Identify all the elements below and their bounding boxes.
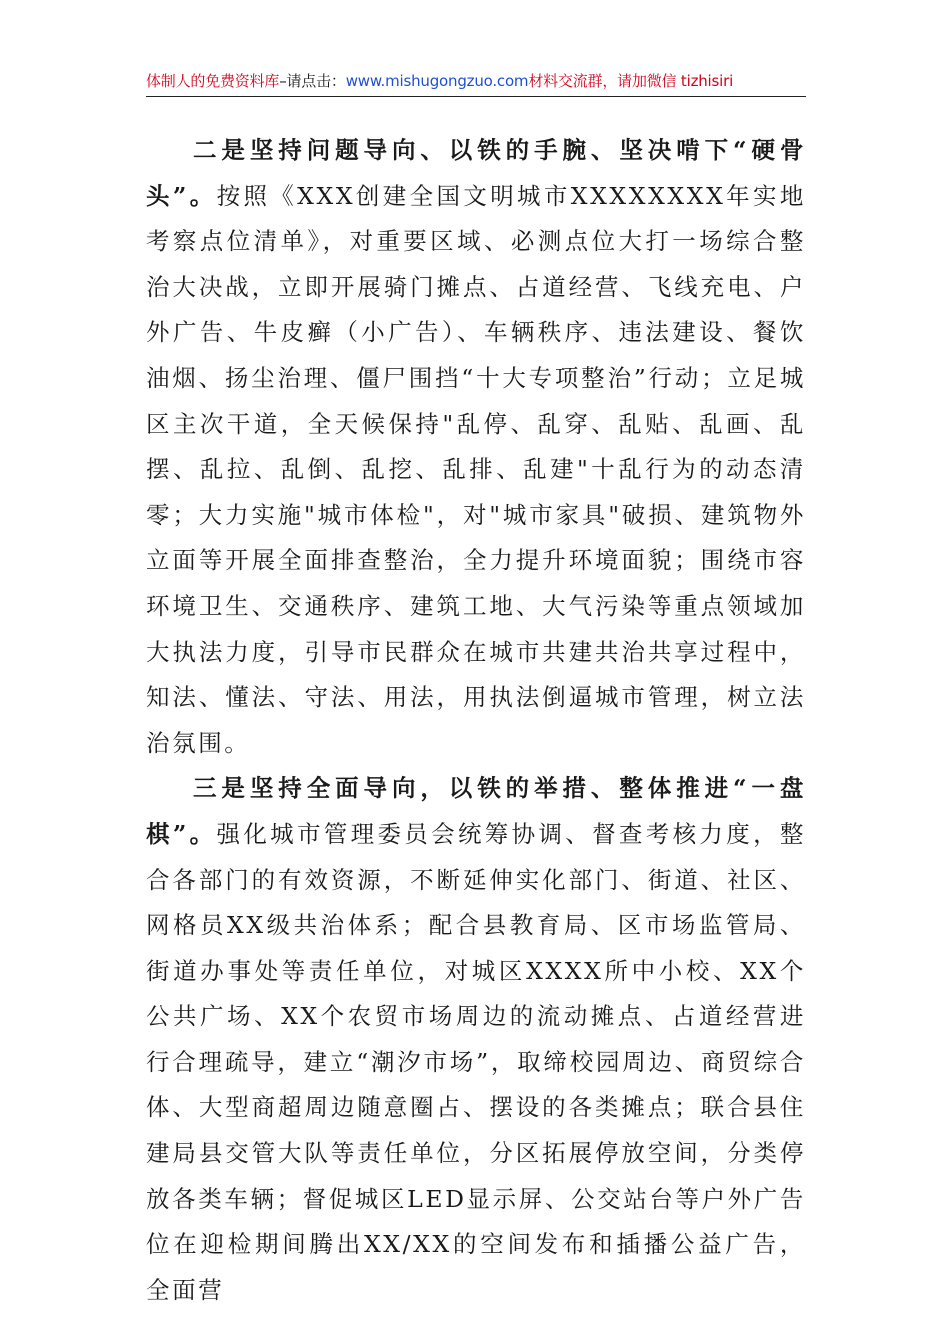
paragraph-two <box>146 128 806 766</box>
header-prompt: –请点击： <box>279 72 346 90</box>
document-body <box>146 128 806 1313</box>
paragraph-text: 按照《XXX创建全国文明城市XXXXXXXX年实地考察点位清单》，对重要区域、必测点位大打一场综合整治大决战，立即开展骑门摊点、占道经营、飞线充电、户外广告、牛皮癣（小广告）、车辆秩序、违法建设、餐饮油烟、扬尘治理、僵尸围挡“十大专项整治”行动；立足城区主次干道，全天候保持"乱停、乱穿、乱贴、乱画、乱摆、乱拉、乱倒、乱挖、乱排、乱建"十乱行为的动态清零；大力实施"城市体检"，对"城市家具"破损、建筑物外立面等开展全面排查整治，全力提升环境面貌；围绕市容环境卫生、交通秩序、建筑工地、大气污染等重点领域加大执法力度，引导市民群众在城市共建共治共享过程中，知法、懂法、守法、用法，用执法倒逼城市管理，树立法治氛围。 <box>146 181 806 757</box>
header-url-link[interactable]: www.mishugongzuo.com <box>345 72 529 90</box>
header-brand: 体制人的免费资料库 <box>146 72 280 90</box>
page-header <box>146 66 806 97</box>
paragraph-text: 强化城市管理委员会统筹协调、督查考核力度，整合各部门的有效资源，不断延伸实化部门、街道、社区、网格员XX级共治体系；配合县教育局、区市场监管局、街道办事处等责任单位，对城区XXXX所中小校、XX个公共广场、XX个农贸市场周边的流动摊点、占道经营进行合理疏导，建立“潮汐市场”，取缔校园周边、商贸综合体、大型商超周边随意圈占、摆设的各类摊点；联合县住建局县交管大队等责任单位，分区拓展停放空间，分类停放各类车辆；督促城区LED显示屏、公交站台等户外广告位在迎检期间腾出XX/XX的空间发布和插播公益广告，全面营 <box>146 819 806 1304</box>
paragraph-heading: 二是坚持问题导向、以铁的手腕、坚决啃下“硬骨头”。 <box>146 136 806 210</box>
paragraph-three <box>146 766 806 1313</box>
header-contact: 材料交流群，请加微信 tizhisiri <box>528 72 734 90</box>
paragraph-heading: 三是坚持全面导向，以铁的举措、整体推进“一盘棋”。 <box>146 774 806 848</box>
